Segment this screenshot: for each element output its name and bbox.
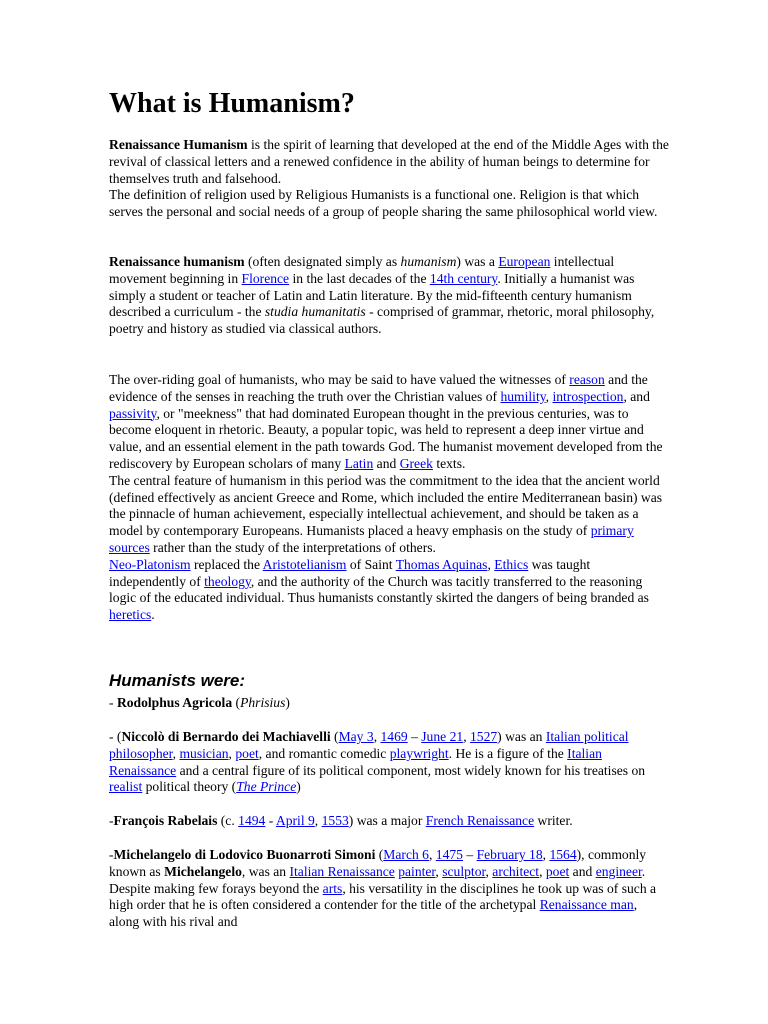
text-run: , (545, 388, 553, 404)
text-run: , (487, 556, 495, 572)
text-run: , (314, 813, 322, 828)
text-run: (often designated simply as (244, 254, 401, 269)
link-aristotelianism[interactable]: Aristotelianism (262, 556, 347, 572)
text-run: texts. (432, 455, 466, 471)
link-theology[interactable]: theology (204, 573, 251, 589)
link-musician[interactable]: musician (179, 745, 229, 761)
text-run: , (428, 847, 436, 862)
text-run: ) (296, 779, 301, 795)
link-playwright[interactable]: playwright (389, 745, 449, 761)
text-run: was taught independently of (109, 556, 591, 589)
text-run: – (407, 729, 422, 744)
humanist-michelangelo (109, 847, 669, 931)
link-passivity[interactable]: passivity (109, 405, 157, 421)
italic-term: humanism (400, 254, 457, 269)
text-run: , (485, 863, 493, 879)
text-run: political theory ( (142, 779, 237, 795)
humanists-heading: Humanists were: (109, 671, 246, 690)
link-1553[interactable]: 1553 (321, 813, 349, 828)
text-run: , (435, 863, 443, 879)
link-may-3[interactable]: May 3 (338, 729, 374, 744)
link-renaissance-man[interactable]: Renaissance man (539, 897, 634, 913)
link-poet[interactable]: poet (235, 745, 259, 761)
link-ethics[interactable]: Ethics (494, 556, 529, 572)
link-june-21[interactable]: June 21 (421, 729, 464, 744)
humanist-alias: Michelangelo (164, 863, 242, 879)
text-run: , (463, 729, 470, 744)
link-introspection[interactable]: introspection (552, 388, 624, 404)
text-run: , (228, 745, 236, 761)
link-italian-renaissance[interactable]: Italian Renaissance (109, 745, 602, 778)
text-run: The central feature of humanism in this period was the commitment to the idea that the ancient world (defined effectively as ancient Greece and Rome, which included the entire Mediterranean basin) was the pinnacle of human achievement, especially intellectual achievement, and should be taken as a model by contemporary Europeans. Humanists placed a heavy emphasis on the study of (109, 472, 663, 539)
text-run: - comprised of grammar, rhetoric, moral philosophy, poetry and history as studied via classical authors. (109, 304, 655, 337)
text-run: , was an (241, 863, 290, 879)
link-latin[interactable]: Latin (344, 455, 374, 471)
link-the-prince[interactable]: The Prince (236, 779, 297, 795)
link-1527[interactable]: 1527 (469, 729, 498, 744)
text-run: , along with his rival and (109, 897, 638, 930)
text-run: , (373, 729, 381, 744)
link-14th-century[interactable]: 14th century (429, 270, 498, 286)
link-february-18[interactable]: February 18 (476, 847, 543, 862)
text-run: , (172, 745, 180, 761)
link-sculptor[interactable]: sculptor (442, 863, 486, 879)
text-run: ( (232, 695, 241, 710)
text-run: (c. (217, 813, 239, 828)
link-realist[interactable]: realist (109, 779, 143, 795)
text-run: rather than the study of the interpretations of others. (149, 539, 436, 555)
link-1564[interactable]: 1564 (549, 847, 577, 862)
text-run: – (462, 847, 477, 862)
link-april-9[interactable]: April 9 (275, 813, 315, 828)
intro-term: Renaissance Humanism (109, 137, 248, 152)
link-greek[interactable]: Greek (399, 455, 433, 471)
link-reason[interactable]: reason (569, 372, 605, 387)
text-run: ) (285, 695, 290, 710)
link-heretics[interactable]: heretics (109, 607, 152, 623)
link-march-6[interactable]: March 6 (383, 847, 429, 862)
link-neo-platonism[interactable]: Neo-Platonism (109, 556, 191, 572)
link-european[interactable]: European (498, 254, 551, 269)
text-run: ) was a major (348, 813, 426, 828)
list-prefix: - (109, 695, 117, 710)
humanist-alias: Phrisius (240, 695, 286, 710)
text-run: and (373, 455, 400, 471)
link-1475[interactable]: 1475 (435, 847, 463, 862)
link-french-renaissance[interactable]: French Renaissance (425, 813, 535, 828)
list-prefix: - (109, 847, 114, 862)
link-poet[interactable]: poet (545, 863, 570, 879)
link-primary-sources[interactable]: primary sources (109, 523, 634, 555)
link-painter[interactable]: painter (398, 863, 436, 879)
text-run: , and romantic comedic (258, 745, 390, 761)
text-run: writer. (534, 813, 573, 828)
text-run: and a central figure of its political component, most widely known for his treatises on (176, 762, 646, 778)
humanist-name: Niccolò di Bernardo dei Machiavelli (121, 729, 331, 744)
link-arts[interactable]: arts (322, 880, 343, 896)
list-prefix: - (109, 813, 114, 828)
link-1469[interactable]: 1469 (380, 729, 408, 744)
intro-paragraph (109, 137, 669, 221)
link-1494[interactable]: 1494 (238, 813, 266, 828)
link-thomas-aquinas[interactable]: Thomas Aquinas (395, 556, 488, 572)
text-run: , and the authority of the Church was tacitly transferred to the reasoning logic of the educated individual. Thus humanists constantly skirted the dangers of being branded as (109, 573, 649, 606)
text-run: and (569, 863, 596, 879)
religion-definition-text: The definition of religion used by Religious Humanists is a functional one. Religion is that which serves the personal and social needs of a group of people sharing the same philosophical world view. (109, 187, 658, 220)
text-run: . Despite making few forays beyond the (109, 863, 646, 896)
text-run: in the last decades of the (289, 270, 430, 286)
text-run: ) was an (497, 729, 546, 744)
humanist-rabelais (109, 813, 669, 830)
text-run: ), commonly known as (109, 847, 647, 879)
text-run: , and (623, 388, 650, 404)
text-run: . Initially a humanist was simply a student or teacher of Latin and Latin literature. By the mid-fifteenth century humanism described a curriculum - the (109, 270, 635, 320)
humanist-name: Rodolphus Agricola (116, 695, 233, 710)
page-title: What is Humanism? (109, 88, 355, 119)
text-run: of Saint (346, 556, 396, 572)
text-run: ) was a (456, 254, 499, 269)
text-run: , (539, 863, 546, 879)
link-humility[interactable]: humility (500, 388, 546, 404)
text-run: , (542, 847, 550, 862)
humanist-name: François Rabelais (113, 813, 218, 828)
italic-term: studia humanitatis (264, 304, 366, 320)
link-florence[interactable]: Florence (241, 270, 290, 286)
link-engineer[interactable]: engineer (595, 863, 642, 879)
text-run: and the evidence of the senses in reaching the truth over the Christian values of (109, 372, 648, 404)
link-italian-renaissance[interactable]: Italian Renaissance (289, 863, 395, 879)
text-run: . He is a figure of the (448, 745, 568, 761)
text-run: ( (330, 729, 339, 744)
humanist-machiavelli (109, 729, 669, 796)
intro-text: is the spirit of learning that developed at the end of the Middle Ages with the revival of classical letters and a renewed confidence in the ability of human beings to determine for themselves truth and falsehood. (109, 137, 669, 186)
link-architect[interactable]: architect (492, 863, 540, 879)
definition-term: Renaissance humanism (109, 254, 245, 269)
list-prefix: - ( (109, 729, 122, 744)
text-run: , or "meekness" that had dominated European thought in the previous centuries, was to become eloquent in rhetoric. Beauty, a popular topic, was held to represent a deep inner virtue and value, and an essential element in the path towards God. The humanist movement developed from the rediscovery by European scholars of many (109, 405, 663, 471)
text-run: , his versatility in the disciplines he took up was of such a high order that he is often considered a contender for the title of the archetypal (109, 880, 657, 913)
text-run: ( (375, 847, 384, 862)
text-run: . (151, 607, 155, 623)
goal-paragraph (109, 372, 669, 624)
definition-paragraph (109, 254, 669, 338)
text-run: replaced the (190, 556, 263, 572)
link-italian-political-philosopher[interactable]: Italian political philosopher (109, 729, 629, 761)
humanist-agricola (109, 695, 669, 712)
text-run: - (265, 813, 276, 828)
humanist-name: Michelangelo di Lodovico Buonarroti Simoni (113, 847, 376, 862)
text-run: intellectual movement beginning in (109, 254, 615, 286)
text-run: The over-riding goal of humanists, who may be said to have valued the witnesses of (109, 372, 570, 387)
